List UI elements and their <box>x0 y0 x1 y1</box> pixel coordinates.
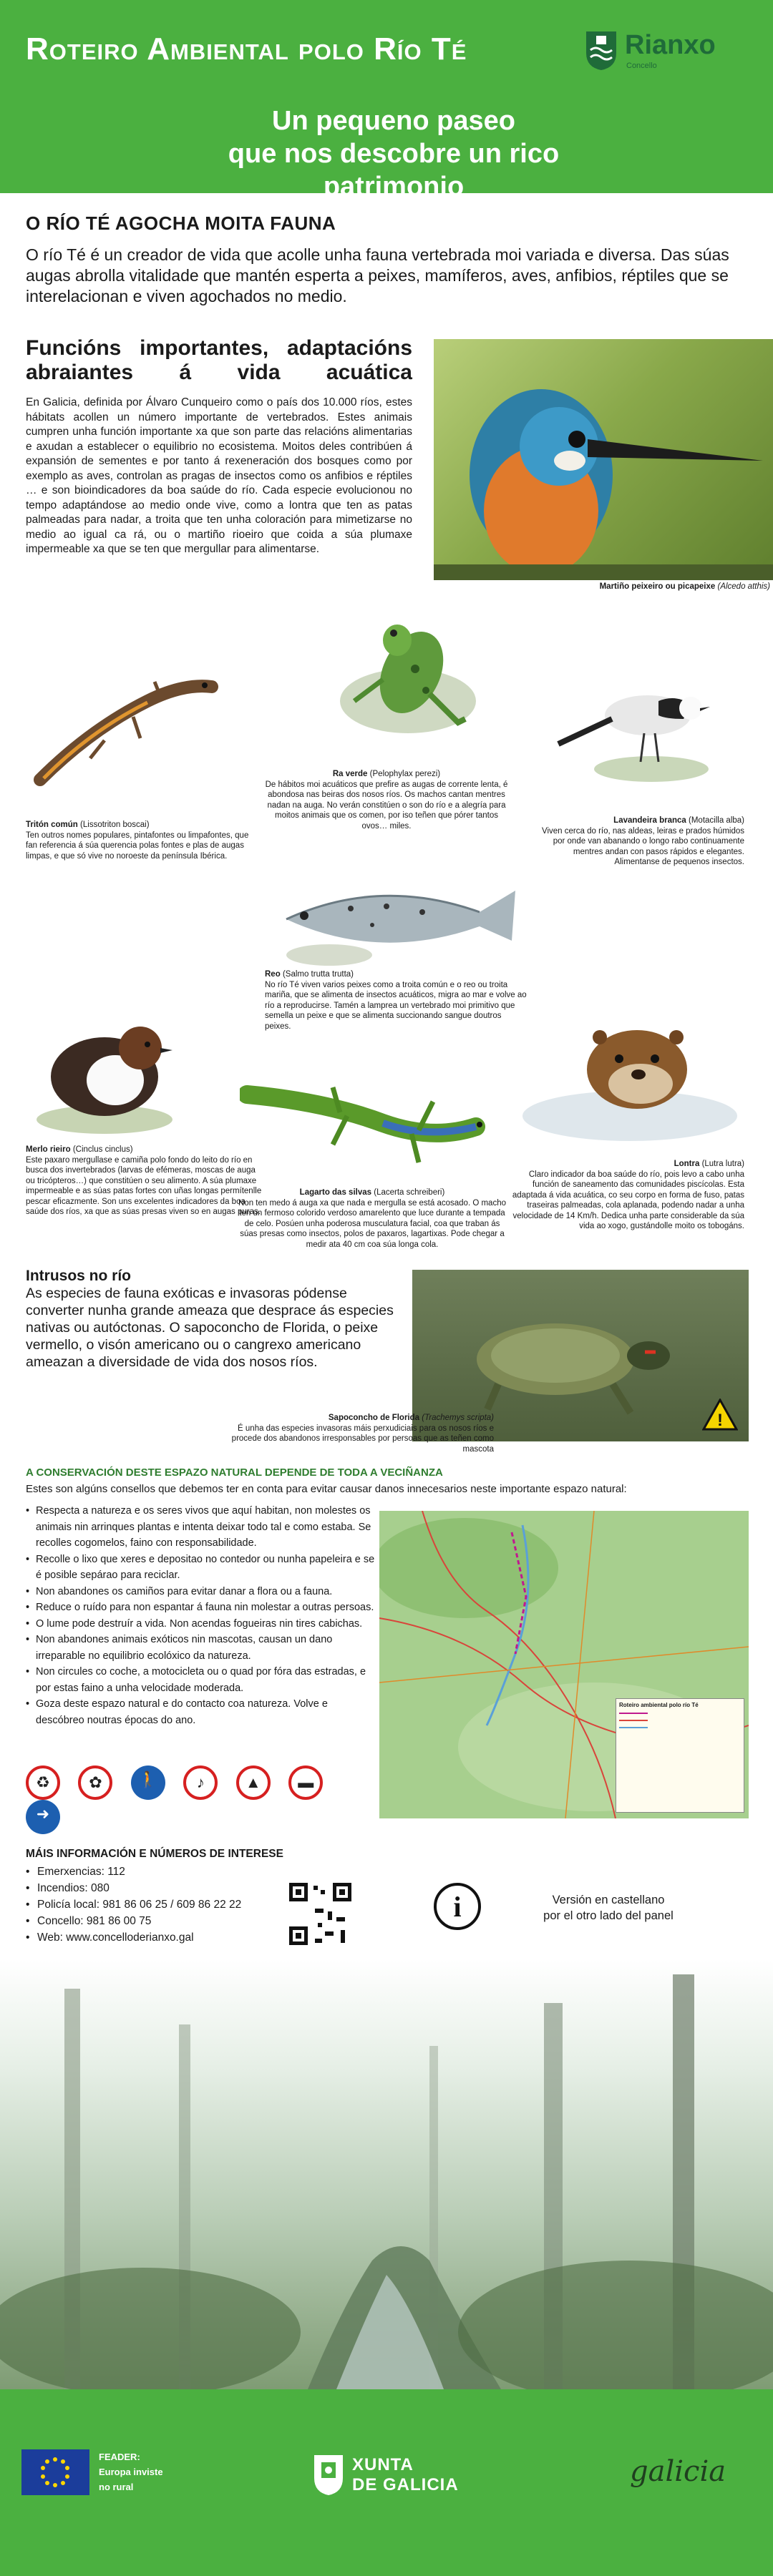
info-web-link[interactable]: • Web: www.concelloderianxo.gal <box>26 1929 241 1946</box>
xunta-line-1: XUNTA <box>352 2455 414 2474</box>
feder-text <box>99 2449 163 2494</box>
lizard-text: Non ten medo á auga xa que nada e mergulla se está acosado. O macho ten un fermoso colorido verdoso amarelento que luce durante a tempada de celo. Posúen unha poderosa musculatura facial, coa que traban ás súas presas como insectos, polos de paxaros, lagartixas. Pode chegar a medir ata 40 cm coa súa longa cola. <box>238 1198 506 1249</box>
functions-title: Funcións importantes, adaptacións abraiantes á vida acuática <box>26 336 412 384</box>
rule-item: • Non abandones animais exóticos nin mascotas, causan un dano irreparable no equilibrio ecolóxico da natureza. <box>26 1632 376 1664</box>
footer-bar <box>0 2389 773 2576</box>
rule-item: • Respecta a natureza e os seres vivos que aquí habitan, non molestes os animais nin arrinques plantas e intenta deixar todo tal e como estaba. Se recolles cogomelos, faino con responsabilidade. <box>26 1503 376 1552</box>
info-police: • Policía local: 981 86 06 25 / 609 86 22 22 <box>26 1896 241 1913</box>
dipper-caption <box>26 1145 262 1218</box>
feder-line-1: FEADER: <box>99 2452 140 2462</box>
newt-caption <box>26 820 255 861</box>
lizard-illustration <box>240 1073 505 1180</box>
no-fire-icon: ▲ <box>236 1766 271 1800</box>
kingfisher-illustration <box>434 339 773 580</box>
legend-route-line <box>619 1713 648 1714</box>
info-list <box>26 1864 241 1946</box>
lizard-sci: (Lacerta schreiberi) <box>374 1188 445 1197</box>
xunta-emblem-icon <box>311 2452 346 2497</box>
no-noise-icon: ♪ <box>183 1766 218 1800</box>
trout-text: No río Té viven varios peixes como a troita común e o reo ou troita mariña, que se alimenta de insectos acuáticos, migra ao mar e volve ao río a reproducirse. Tamén a lamprea un vertebrado moi primitivo que semella un peixe e que se alimenta succionando sangue doutros peixes. <box>265 980 527 1031</box>
rianxo-logo <box>583 26 748 76</box>
legend-river-line <box>619 1727 648 1728</box>
no-vehicles-icon: ▬ <box>288 1766 323 1800</box>
svg-text:i: i <box>453 1891 462 1923</box>
dipper-illustration <box>26 994 190 1137</box>
walking-icon: ➜ <box>26 1800 60 1834</box>
lizard-caption <box>236 1187 508 1250</box>
turtle-caption <box>229 1413 494 1454</box>
trout-name: Reo <box>265 970 281 979</box>
turtle-text: É unha das especies invasoras máis perxudiciais para os nosos ríos e procede dos abandonos irresponsables por persoas que as teñen como mascota <box>231 1424 494 1454</box>
galicia-logo: galicia <box>630 2455 726 2488</box>
prohibition-icons <box>26 1766 376 1823</box>
xunta-line-2: DE GALICIA <box>352 2475 459 2494</box>
info-fires: • Incendios: 080 <box>26 1880 241 1896</box>
intro-title: O RÍO TÉ AGOCHA MOITA FAUNA <box>26 212 336 234</box>
kingfisher-photo <box>434 339 773 580</box>
intruders-title: Intrusos no río <box>26 1268 131 1284</box>
wagtail-text: Viven cerca do río, nas aldeas, leiras e prados húmidos por onde van abanando o longo rabo continuamente mentres andan con pasos rápidos e elegantes. Alimentanse de pequenos insectos. <box>542 826 744 866</box>
version-line-2: por el otro lado del panel <box>543 1909 674 1922</box>
stay-on-path-icon: 🚶 <box>131 1766 165 1800</box>
info-title: MÁIS INFORMACIÓN E NÚMEROS DE INTERESE <box>26 1848 283 1860</box>
functions-text: En Galicia, definida por Álvaro Cunqueiro como o país dos 10.000 ríos, estes hábitats acollen un número importante de vertebrados. Estes animais cumpren unha función importante xa que son parte das relacións alimentarias e axudan a establecer o equilibrio no ecosistema. Moitos deles contribúen á expansión de sementes e por tanto á rexeneración dos bosques como por exemplo as aves, controlan as pragas de insectos como os anfibios e réptiles … e son bioindicadores da boa saúde do río. Cada especie evolucionou no tempo adaptándose ao medio onde vive, como a lontra que ten as patas palmeadas para nadar, a troita que ten unha coloración para mimetizarse no medio ao igual ca rá, ou o martiño rioeiro que coida a súa plumaxe impermeable xa que se ten que mergullar para alimentarse. <box>26 396 412 555</box>
no-littering-icon: ♻ <box>26 1766 60 1800</box>
qr-code-icon[interactable] <box>286 1880 354 1948</box>
frog-text: De hábitos moi acuáticos que prefire as augas de corrente lenta, é abondosa nas beiras dos nosos ríos. Os machos cantan mentres nadan na auga. No verán constitúen o son do río e a alegría para moitos animais que os comen, por iso teñen que pórer tantos ovos… miles. <box>265 780 508 831</box>
page-title: Roteiro Ambiental polo Río Té <box>26 31 467 67</box>
intro-text: O río Té é un creador de vida que acolle unha fauna vertebrada moi variada e diversa. Das súas augas abrolla vitalidade que mantén esperta a peixes, mamíferos, aves, anfibios, réptiles que se interelacionan e viven agochados no medio. <box>26 245 729 305</box>
page-subtitle <box>172 104 616 203</box>
conservation-intro: Estes son algúns consellos que debemos ter en conta para evitar causar danos innecesarios neste importante espazo natural: <box>26 1483 627 1495</box>
dipper-name: Merlo rieiro <box>26 1145 71 1154</box>
warning-icon <box>702 1399 738 1431</box>
wagtail-caption <box>530 816 744 868</box>
otter-text: Claro indicador da boa saúde do río, pois levo a cabo unha función de saneamento das comunidades piscícolas. Esta adaptada á vida acuática, co seu corpo en forma de fuso, patas traseiras palmeadas, cola aplanada, podendo nadar a unha velocidade de 14 Km/h. Dedica unha parte considerable da súa vida ao xogo, gustándolle moito os tobogáns. <box>512 1170 744 1230</box>
version-line-1: Versión en castellano <box>552 1894 665 1906</box>
dipper-text: Este paxaro mergullase e camiña polo fondo do leito do río en busca dos invertebrados (larvas de efémeras, moscas de auga ou tricópteros…) que constitúen o seu alimento. A súa plumaxe impermeable e as súas patas fortes con uñas longas permítenlle pescar eficazmente. Son uns excelentes indicadores da boa saúde dos ríos, xa que as súas presas viven so en augas puras. <box>26 1155 262 1216</box>
route-map[interactable] <box>379 1511 749 1818</box>
rule-item: • Non circules co coche, a motocicleta ou o quad por fóra das estradas, e por estas faino a unha velocidade moderada. <box>26 1664 376 1696</box>
feder-line-2: Europa inviste <box>99 2467 163 2477</box>
turtle-name: Sapoconcho de Florida <box>328 1414 420 1422</box>
turtle-sci: (Trachemys scripta) <box>422 1414 494 1422</box>
map-legend <box>616 1698 744 1813</box>
otter-sci: (Lutra lutra) <box>701 1160 744 1168</box>
trout-caption <box>265 969 530 1032</box>
frog-name: Ra verde <box>332 770 368 778</box>
kingfisher-caption <box>505 582 770 592</box>
frog-sci: (Pelophylax perezi) <box>369 770 441 778</box>
wagtail-sci: (Motacilla alba) <box>689 816 744 825</box>
otter-illustration <box>515 987 744 1152</box>
info-council: • Concello: 981 86 00 75 <box>26 1913 241 1929</box>
rule-item: • Recolle o lixo que xeres e depositao no contedor ou nunha papeleira e se é posible sepárao para reciclar. <box>26 1552 376 1584</box>
xunta-logo-text <box>352 2455 459 2495</box>
intruders-text: As especies de fauna exóticas e invasoras pódense converter nunha grande ameaza que desprace ás especies nativas ou autóctonas. O sapoconcho de Florida, o peixe vermello, o visón americano ou o cangrexo americano ameazan a diversidade de vida dos nosos ríos. <box>26 1285 394 1370</box>
newt-illustration <box>26 651 219 794</box>
brand-sub: Concello <box>626 62 657 70</box>
wagtail-illustration <box>544 651 737 787</box>
rule-item: • Non abandones os camiños para evitar danar a flora ou a fauna. <box>26 1584 376 1600</box>
no-plant-picking-icon: ✿ <box>78 1766 112 1800</box>
lizard-name: Lagarto das silvas <box>299 1188 372 1197</box>
feder-line-3: no rural <box>99 2482 134 2492</box>
header-banner <box>0 0 773 202</box>
subtitle-line-1: Un pequeno paseo <box>272 106 515 136</box>
rule-item: • O lume pode destruír a vida. Non acendas fogueiras nin tires cabichas. <box>26 1616 376 1632</box>
rule-item: • Reduce o ruído para non espantar á fauna nin molestar a outras persoas. <box>26 1600 376 1616</box>
subtitle-line-2: que nos descobre un rico patrimonio <box>228 139 560 202</box>
conservation-rules <box>26 1503 376 1728</box>
kingfisher-name: Martiño peixeiro ou picapeixe <box>599 582 716 591</box>
trout-sci: (Salmo trutta trutta) <box>282 970 354 979</box>
kingfisher-sci: (Alcedo atthis) <box>717 582 770 591</box>
trout-illustration <box>265 862 530 976</box>
forest-illustration <box>0 1960 773 2389</box>
newt-name: Tritón común <box>26 821 78 829</box>
conservation-title: A CONSERVACIÓN DESTE ESPAZO NATURAL DEPENDE DE TODA A VECIÑANZA <box>26 1466 443 1479</box>
forest-river-photo <box>0 1960 773 2389</box>
otter-name: Lontra <box>674 1160 700 1168</box>
dipper-sci: (Cinclus cinclus) <box>72 1145 133 1154</box>
newt-sci: (Lissotriton boscai) <box>80 821 150 829</box>
rule-item: • Goza deste espazo natural e do contacto coa natureza. Volve e descóbreo noutras épocas do ano. <box>26 1696 376 1728</box>
frog-caption <box>265 769 508 831</box>
otter-caption <box>501 1159 744 1232</box>
brand-name: Rianxo <box>625 30 716 60</box>
frog-illustration <box>329 601 480 762</box>
wagtail-name: Lavandeira branca <box>613 816 686 825</box>
info-emergencies: • Emerxencias: 112 <box>26 1864 241 1880</box>
map-legend-title: Roteiro ambiental polo río Té <box>619 1702 699 1708</box>
spanish-version-note <box>515 1892 701 1924</box>
shield-icon <box>583 29 619 72</box>
info-symbol-icon <box>433 1882 482 1931</box>
newt-text: Ten outros nomes populares, pintafontes ou limpafontes, que fan referencia á súa querencia polas fontes e plas de augas limpas, e que só vive no noroeste da península Ibérica. <box>26 831 249 861</box>
legend-road-line <box>619 1720 648 1721</box>
eu-flag-icon <box>21 2449 89 2495</box>
svg-text:!: ! <box>717 1411 723 1430</box>
